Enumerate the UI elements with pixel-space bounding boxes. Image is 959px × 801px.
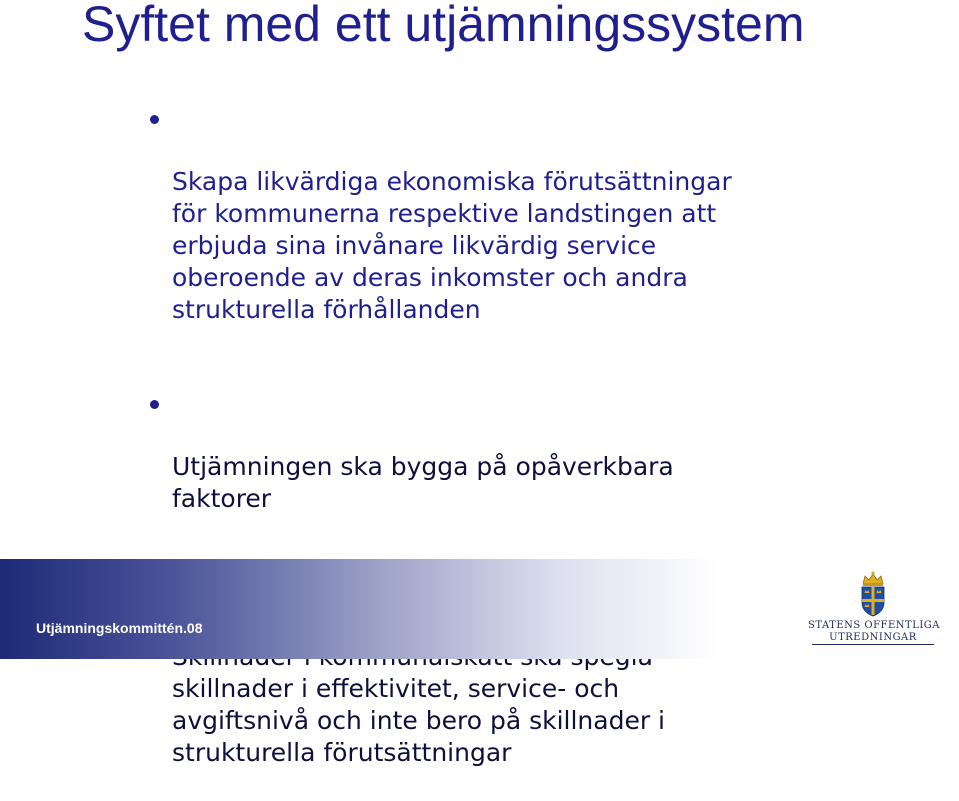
bullet-item (150, 387, 750, 547)
logo-divider (812, 644, 934, 645)
bullet-text: skillnader i effektivitet, service- och avgiftsnivå och inte bero på skillnader i strukturella förutsättningar (172, 674, 666, 767)
bullet-list (150, 102, 750, 801)
bullet-dot-icon (150, 115, 159, 124)
bullet-item (150, 102, 750, 358)
bullet-dot-icon (150, 400, 159, 409)
sou-logo (808, 570, 938, 650)
bullet-text: Utjämningen ska bygga på opåverkbara faktorer (172, 452, 674, 513)
footer-text: Utjämningskommittén.08 (36, 620, 203, 636)
swedish-crest-icon (855, 570, 891, 618)
logo-line-1: STATENS OFFENTLIGA (808, 620, 940, 631)
bullet-text: Skapa likvärdiga ekonomiska förutsättningar för kommunerna respektive landstingen att erbjuda sina invånare likvärdig service oberoende av deras inkomster och andra strukturella förhållanden (172, 167, 732, 324)
logo-line-2: UTREDNINGAR (829, 632, 917, 643)
slide-title: Syftet med ett utjämningssystem (82, 0, 805, 52)
